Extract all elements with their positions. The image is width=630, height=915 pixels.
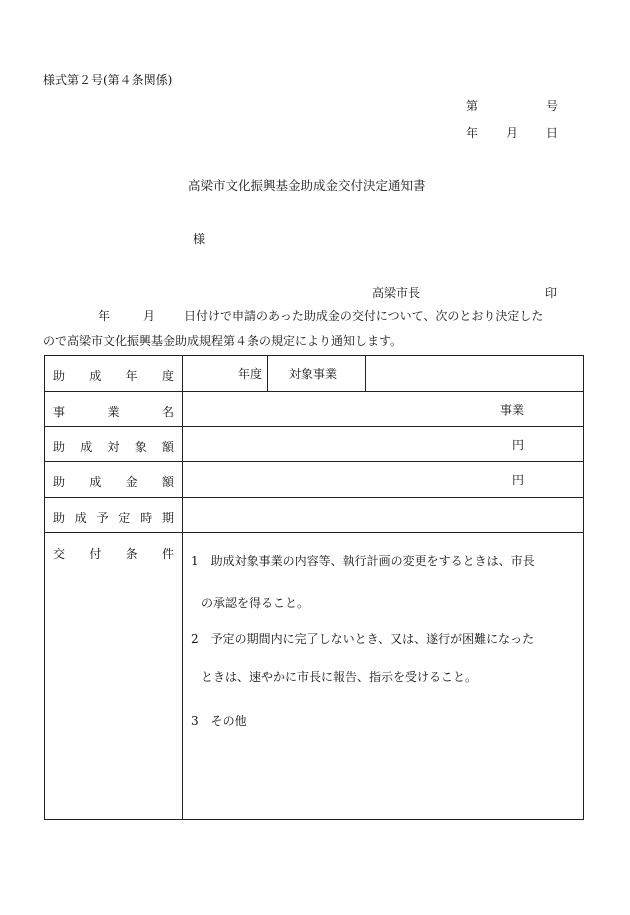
condition-1-line-1: 1 助成対象事業の内容等、執行計画の変更をするときは、市長 xyxy=(191,554,535,568)
row-label-cell xyxy=(45,533,183,819)
label-char: 付 xyxy=(89,547,102,561)
grant-decision-table xyxy=(44,355,584,820)
label-char: 額 xyxy=(161,475,174,489)
number-suffix: 号 xyxy=(546,99,559,113)
row-label-cell xyxy=(45,498,183,532)
form-number-label: 様式第２号(第４条関係) xyxy=(43,73,173,87)
label-char: 業 xyxy=(107,405,120,419)
label-char: 助 xyxy=(53,475,66,489)
row-label-eligible-amount xyxy=(53,438,174,455)
condition-1-line-2: の承認を得ること。 xyxy=(201,596,310,610)
label-char: 名 xyxy=(161,405,174,419)
table-row-scheduled-period xyxy=(45,498,583,533)
label-char: 事 xyxy=(53,405,66,419)
body-line1-text: 日付けで申請のあった助成金の交付について、次のとおり決定した xyxy=(184,309,544,323)
yen-unit-grant: 円 xyxy=(512,473,525,487)
label-char: 象 xyxy=(134,440,147,454)
issuer-name: 高梁市長 xyxy=(372,286,421,300)
recipient-suffix: 様 xyxy=(193,232,206,246)
label-char: 額 xyxy=(161,440,174,454)
label-char: 成 xyxy=(89,369,102,383)
project-suffix: 事業 xyxy=(500,403,525,417)
label-char: 時 xyxy=(140,511,153,525)
target-project-label: 対象事業 xyxy=(289,367,338,381)
row-label-project-name xyxy=(53,403,174,420)
document-title: 高梁市文化振興基金助成金交付決定通知書 xyxy=(188,178,426,193)
row-label-scheduled-period xyxy=(53,509,174,526)
table-row-grant-year xyxy=(45,356,583,392)
label-char: 条 xyxy=(125,547,138,561)
body-month: 月 xyxy=(143,309,156,323)
row-label-cell xyxy=(45,356,183,391)
yen-unit-eligible: 円 xyxy=(512,438,525,452)
row-label-conditions xyxy=(53,545,174,562)
label-char: 助 xyxy=(53,511,66,525)
table-row-project-name xyxy=(45,392,583,427)
row-label-cell xyxy=(45,392,183,426)
table-row-grant-amount xyxy=(45,462,583,498)
label-char: 度 xyxy=(161,369,174,383)
label-char: 助 xyxy=(53,369,66,383)
label-char: 年 xyxy=(125,369,138,383)
label-char: 定 xyxy=(118,511,131,525)
label-char: 成 xyxy=(89,475,102,489)
year-unit: 年度 xyxy=(238,367,263,381)
seal-mark: 印 xyxy=(545,286,558,300)
label-char: 件 xyxy=(161,547,174,561)
label-char: 助 xyxy=(53,440,66,454)
row-label-grant-year xyxy=(53,367,174,384)
label-char: 対 xyxy=(107,440,120,454)
date-month: 月 xyxy=(506,126,519,140)
condition-2-line-2: ときは、速やかに市長に報告、指示を受けること。 xyxy=(201,670,478,684)
label-char: 成 xyxy=(80,440,93,454)
number-prefix: 第 xyxy=(466,99,479,113)
row-label-cell xyxy=(45,427,183,461)
row-label-grant-amount xyxy=(53,473,174,490)
cell-divider xyxy=(365,356,366,391)
date-day: 日 xyxy=(546,126,559,140)
label-char: 金 xyxy=(125,475,138,489)
cell-divider xyxy=(267,356,268,391)
label-char: 予 xyxy=(96,511,109,525)
label-char: 期 xyxy=(161,511,174,525)
table-row-conditions xyxy=(45,533,583,819)
label-char: 交 xyxy=(53,547,66,561)
label-char: 成 xyxy=(74,511,87,525)
body-text-line-2: ので高梁市文化振興基金助成規程第４条の規定により通知します。 xyxy=(43,334,403,348)
condition-3: 3 その他 xyxy=(191,714,247,728)
condition-2-line-1: 2 予定の期間内に完了しないとき、又は、遂行が困難になった xyxy=(191,632,535,646)
body-year: 年 xyxy=(98,309,111,323)
table-row-eligible-amount xyxy=(45,427,583,462)
date-year: 年 xyxy=(466,126,479,140)
row-label-cell xyxy=(45,462,183,497)
